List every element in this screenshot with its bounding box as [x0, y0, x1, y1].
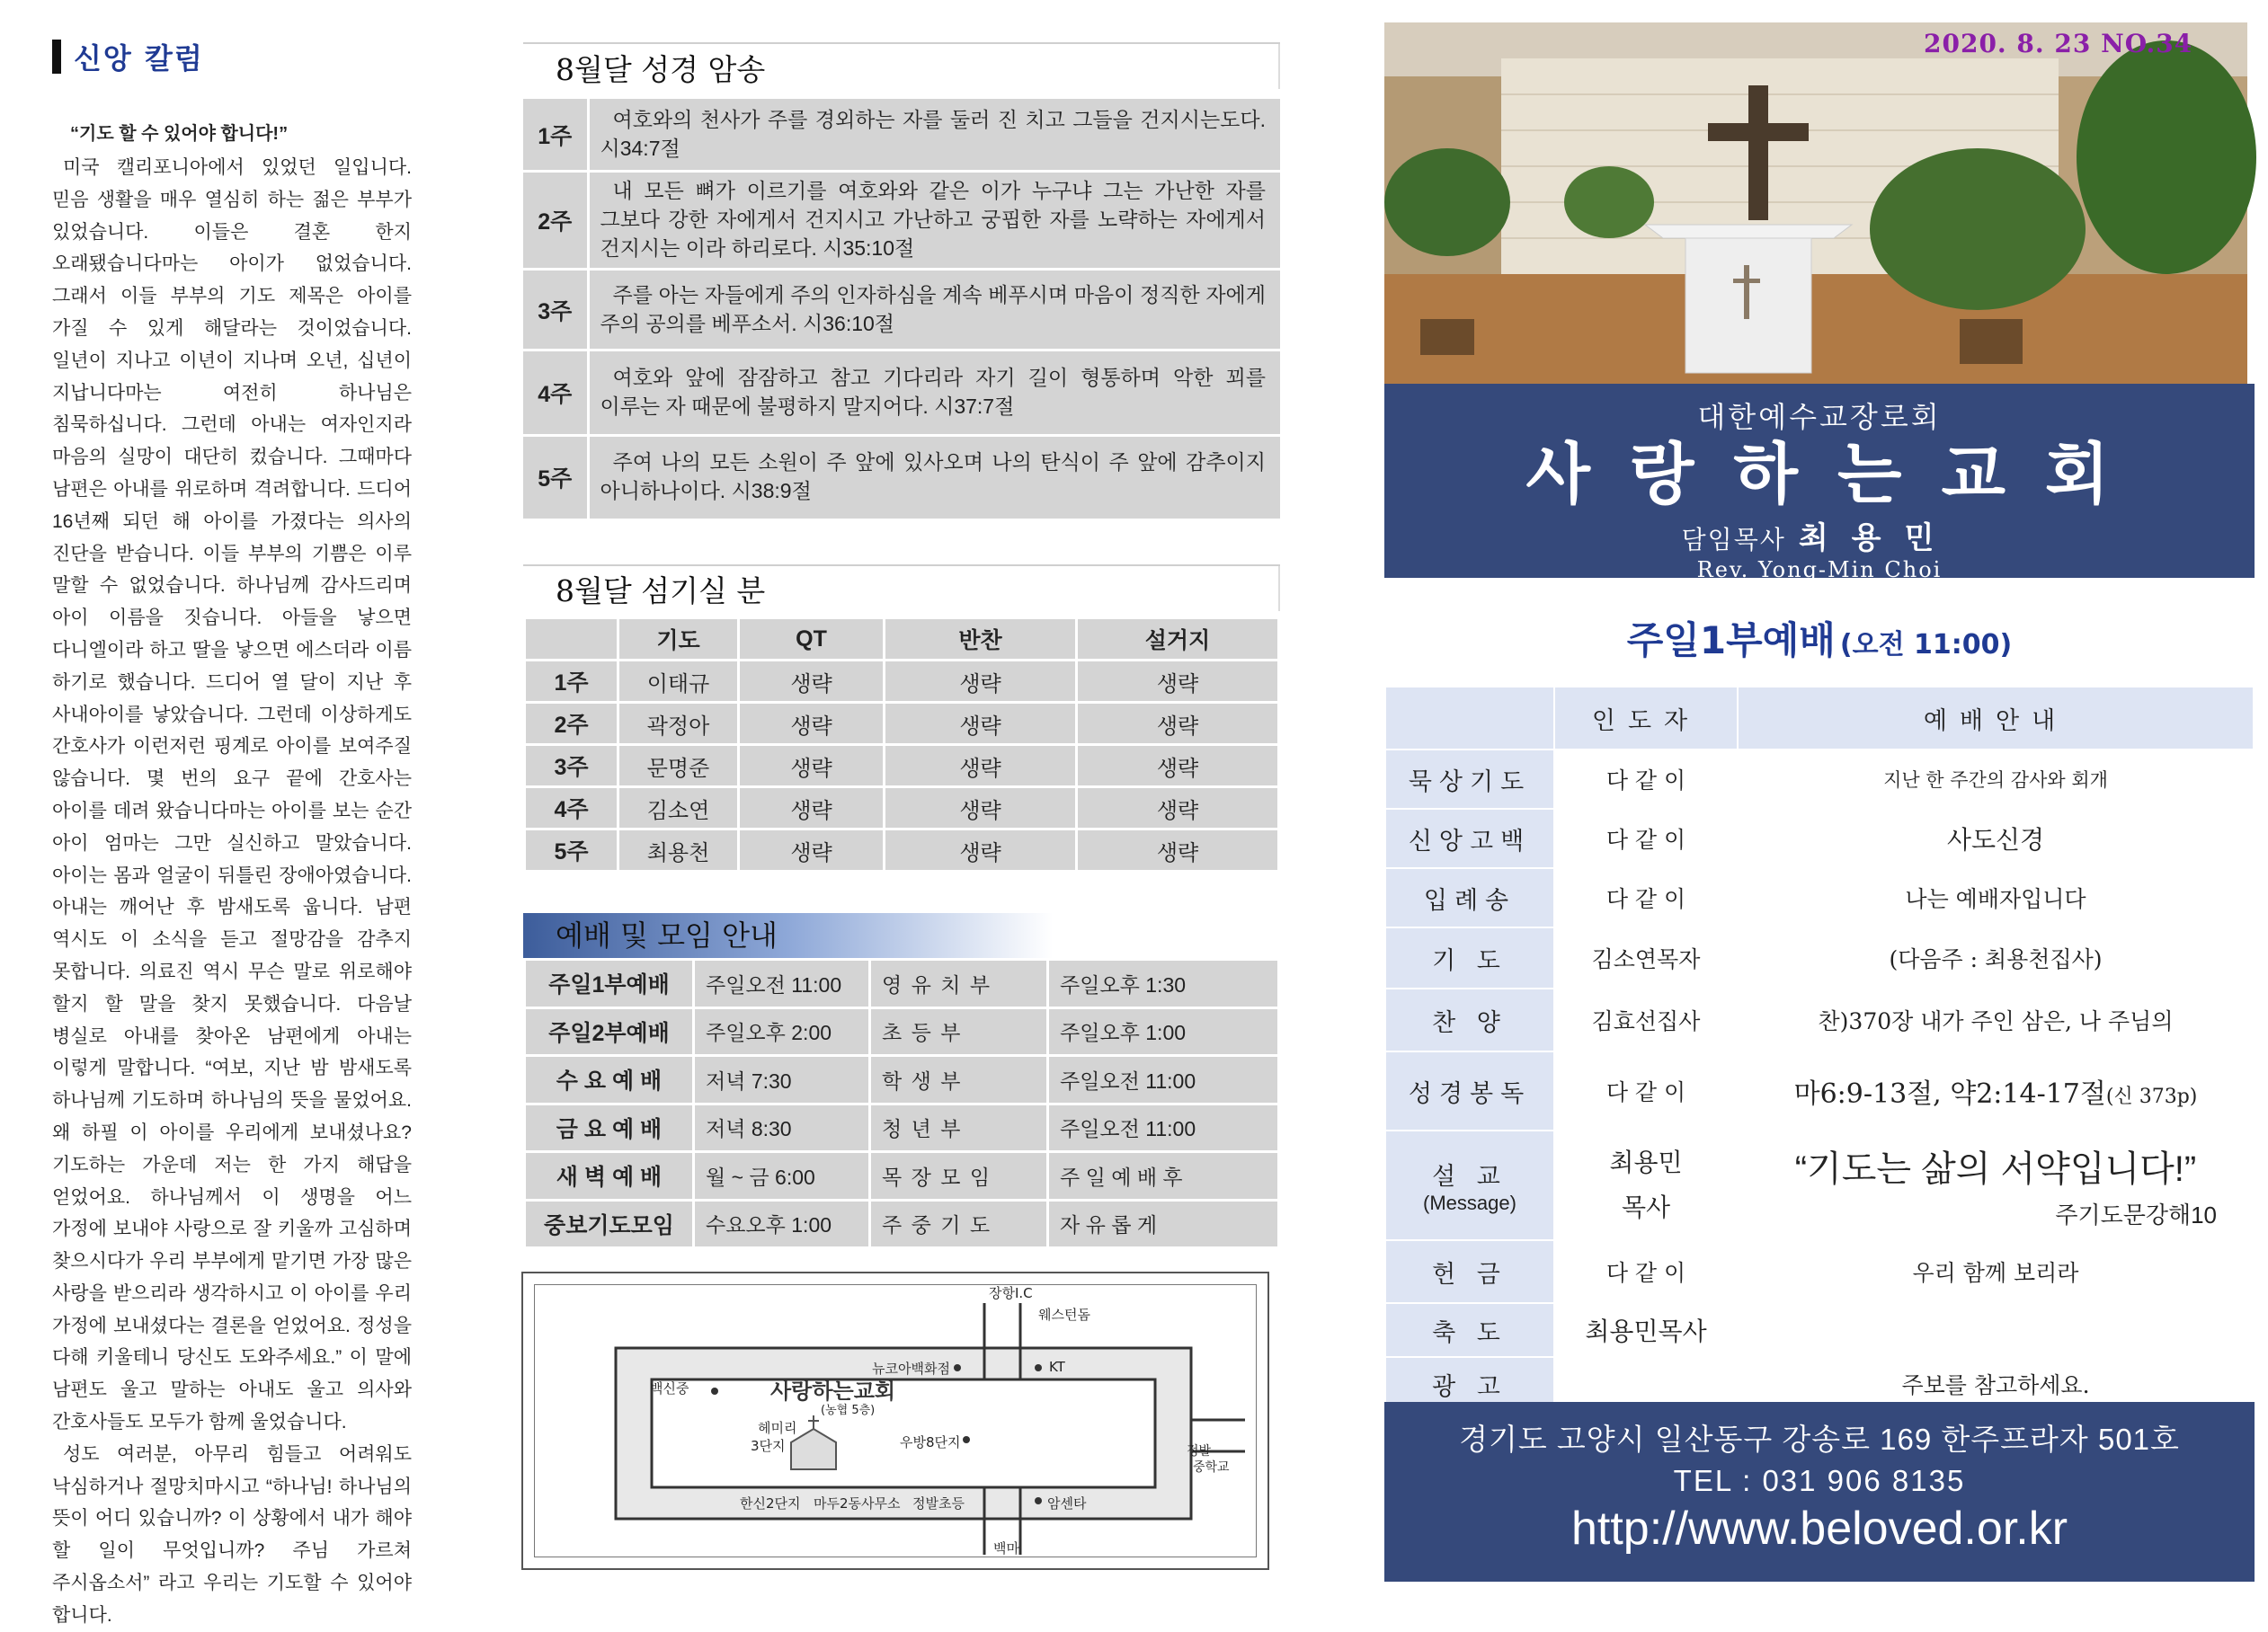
- column-quote: “기도 할 수 있어야 합니다!”: [70, 124, 289, 144]
- table-row: [525, 1007, 1279, 1056]
- table-header-row: [525, 618, 1279, 661]
- title-rule: [1278, 566, 1280, 611]
- preacher-name: 최용민: [1609, 1149, 1683, 1176]
- order-item: 성경봉독: [1385, 1051, 1554, 1131]
- order-item: 찬 양: [1385, 989, 1554, 1051]
- pastor-title: 담임목사: [1681, 525, 1786, 554]
- table-cell: 생략: [885, 829, 1077, 872]
- header-cell: 예배안내: [1738, 687, 2254, 749]
- service-name: 초 등 부: [870, 1007, 1048, 1056]
- column-body: [52, 152, 412, 1632]
- week-cell: 3주: [523, 270, 588, 350]
- table-row: [1385, 927, 2254, 989]
- map-label: 백마: [993, 1540, 1019, 1557]
- order-item: 광 고: [1385, 1357, 1554, 1411]
- table-row: [525, 703, 1279, 745]
- location-map: [521, 1272, 1269, 1570]
- order-item: 신앙고백: [1385, 809, 1554, 868]
- heading-bar: [52, 40, 61, 74]
- service-time: 주일오전 11:00: [694, 960, 870, 1008]
- verse-cell: 여호와 앞에 잠잠하고 참고 기다리라 자기 길이 형통하며 악한 꾀를 이루는 자 때문에 불평하지 말지어다. 시37:7절: [588, 350, 1280, 436]
- order-item: 기 도: [1385, 927, 1554, 989]
- order-guide: [1738, 1303, 2254, 1357]
- map-label: 뉴코아백화점: [872, 1361, 950, 1377]
- table-cell: 이태규: [618, 661, 739, 703]
- serving-title: [523, 564, 1280, 616]
- church-banner: [1384, 384, 2255, 582]
- column-paragraph: 성도 여러분, 아무리 힘들고 어려워도 낙심하거나 절망치마시고 “하나님! 하나님의 뜻이 어디 있습니까? 이 상황에서 내가 해야 할 일이 무엇입니까? 주님 가르쳐 주시옵소서” 라고 우리는 기도할 수 있어야 합니다.: [52, 1443, 412, 1626]
- week-cell: 4주: [523, 350, 588, 436]
- map-frame: [534, 1284, 1257, 1557]
- serving-title-text: 8월달 섬기실 분: [556, 573, 766, 608]
- header-cell: [525, 618, 618, 661]
- map-label: 장항I.C: [989, 1285, 1033, 1301]
- scripture-page: (신 373p): [2105, 1086, 2198, 1108]
- order-leader: 다 같 이: [1554, 868, 1738, 927]
- map-label: 한신2단지: [740, 1495, 801, 1512]
- table-row: [1385, 1051, 2254, 1131]
- service-time: 수요오후 1:00: [694, 1200, 870, 1248]
- map-label: 우방8단지: [900, 1434, 961, 1450]
- table-cell: 생략: [739, 661, 885, 703]
- order-guide: 나는 예배자입니다: [1738, 868, 2254, 927]
- worship-title-text: 주일1부예배: [1626, 618, 1836, 662]
- header-cell: 기도: [618, 618, 739, 661]
- table-row: [523, 98, 1280, 172]
- table-cell: 생략: [885, 787, 1077, 829]
- order-item-sub: (Message): [1423, 1191, 1516, 1214]
- header-cell: QT: [739, 618, 885, 661]
- table-cell: 생략: [1077, 703, 1279, 745]
- table-row: [523, 270, 1280, 350]
- table-row: [523, 350, 1280, 436]
- table-cell: 생략: [885, 703, 1077, 745]
- service-time: 주 일 예 배 후: [1048, 1152, 1279, 1201]
- week-cell: 1주: [523, 98, 588, 172]
- week-cell: 2주: [525, 703, 618, 745]
- service-time: 주일오후 1:30: [1048, 960, 1279, 1008]
- church-footer: [1384, 1402, 2255, 1582]
- map-label: 중학교: [1193, 1460, 1230, 1475]
- table-cell: 생략: [1077, 745, 1279, 787]
- worship-title: [1384, 611, 2255, 665]
- map-label: 웨스턴돔: [1038, 1307, 1090, 1323]
- header-cell: 인도자: [1554, 687, 1738, 749]
- map-label: 마두2동사무소: [814, 1495, 901, 1512]
- service-name: 목 장 모 임: [870, 1152, 1048, 1201]
- table-row: [525, 745, 1279, 787]
- photo-illustration: [1384, 22, 2247, 384]
- church-name: 사랑하는교회: [1525, 436, 2149, 513]
- table-row: [1385, 989, 2254, 1051]
- issue-date: 2020. 8. 23 NO.34: [1924, 29, 2193, 58]
- service-name: 주일2부예배: [525, 1007, 694, 1056]
- map-label: 3단지: [751, 1438, 786, 1454]
- table-row: [525, 787, 1279, 829]
- services-table: [523, 958, 1280, 1249]
- table-row: [525, 1200, 1279, 1248]
- order-leader: 다 같 이: [1554, 809, 1738, 868]
- order-leader: 다 같 이: [1554, 749, 1738, 809]
- order-leader: 김효선집사: [1554, 989, 1738, 1051]
- map-label: 정발초등: [912, 1495, 965, 1512]
- order-item-label: 설 교: [1432, 1162, 1508, 1190]
- service-time: 저녁 7:30: [694, 1056, 870, 1104]
- order-guide: 우리 함께 보리라: [1738, 1240, 2254, 1303]
- worship-order-table: [1384, 686, 2255, 1412]
- table-row: [1385, 1131, 2254, 1240]
- service-name: 중보기도모임: [525, 1200, 694, 1248]
- table-cell: 최용천: [618, 829, 739, 872]
- order-guide: 지난 한 주간의 감사와 회개: [1738, 749, 2254, 809]
- map-label: (농협 5층): [821, 1404, 876, 1417]
- verse-cell: 내 모든 뼈가 이르기를 여호와와 같은 이가 누구냐 그는 가난한 자를 그보다 강한 자에게서 건지시고 가난하고 궁핍한 자를 노략하는 자에게서 건지시는 이라 하리로다. 시35:10절: [588, 172, 1280, 270]
- week-cell: 3주: [525, 745, 618, 787]
- header-cell: [1385, 687, 1554, 749]
- church-phone: TEL : 031 906 8135: [1673, 1464, 1966, 1497]
- service-time: 월 ~ 금 6:00: [694, 1152, 870, 1201]
- table-row: [525, 1104, 1279, 1152]
- service-name: 금 요 예 배: [525, 1104, 694, 1152]
- service-time: 자 유 롭 게: [1048, 1200, 1279, 1248]
- verse-cell: 주여 나의 모든 소원이 주 앞에 있사오며 나의 탄식이 주 앞에 감추이지 아니하나이다. 시38:9절: [588, 436, 1280, 519]
- title-rule: [1278, 44, 1280, 89]
- table-row: [1385, 809, 2254, 868]
- service-name: 수 요 예 배: [525, 1056, 694, 1104]
- church-website-link[interactable]: http://www.beloved.or.kr: [1570, 1503, 2068, 1555]
- verses-title: [523, 42, 1280, 96]
- serving-table: [523, 616, 1280, 873]
- table-row: [1385, 1240, 2254, 1303]
- table-row: [523, 436, 1280, 519]
- verse-cell: 여호와의 천사가 주를 경외하는 자를 둘러 진 치고 그들을 건지시는도다. 시34:7절: [588, 98, 1280, 172]
- order-leader: 김소연목자: [1554, 927, 1738, 989]
- table-row: [1385, 1303, 2254, 1357]
- table-row: [525, 960, 1279, 1008]
- sanctuary-photo: [1384, 22, 2247, 384]
- service-time: 주일오전 11:00: [1048, 1104, 1279, 1152]
- map-label: KT: [1049, 1359, 1065, 1375]
- order-guide: [1738, 1051, 2254, 1131]
- table-cell: 생략: [1077, 787, 1279, 829]
- table-header-row: [1385, 687, 2254, 749]
- service-name: 주일1부예배: [525, 960, 694, 1008]
- map-church-label: 사랑하는교회: [770, 1379, 896, 1404]
- service-time: 저녁 8:30: [694, 1104, 870, 1152]
- preacher-title: 목사: [1621, 1193, 1671, 1221]
- table-cell: 생략: [1077, 829, 1279, 872]
- table-cell: 생략: [1077, 661, 1279, 703]
- table-cell: 생략: [739, 703, 885, 745]
- table-cell: 생략: [739, 745, 885, 787]
- order-item: 헌 금: [1385, 1240, 1554, 1303]
- table-cell: 생략: [885, 745, 1077, 787]
- week-cell: 4주: [525, 787, 618, 829]
- faith-column: [52, 36, 412, 1632]
- order-leader: 다 같 이: [1554, 1051, 1738, 1131]
- table-cell: 생략: [885, 661, 1077, 703]
- week-cell: 2주: [523, 172, 588, 270]
- order-guide: 사도신경: [1738, 809, 2254, 868]
- pastor-name: 최용민: [1798, 520, 1958, 556]
- church-address: 경기도 고양시 일산동구 강송로 169 한주프라자 501호: [1459, 1423, 2180, 1456]
- map-label: 백신중: [650, 1380, 689, 1397]
- service-time: 주일오후 1:00: [1048, 1007, 1279, 1056]
- pastor-line: [1384, 513, 2255, 557]
- column-paragraph: 미국 캘리포니아에서 있었던 일입니다. 믿음 생활을 매우 열심히 하는 젊은 부부가 있었습니다. 이들은 결혼 한지 오래됐습니다마는 아이가 없었습니다. 그래서 이들 부부의 기도 제목은 아이를 가질 수 있게 해달라는 것이었습니다. 일년이 지나고 이년이 지나며 오년, 십년이 지납니다마는 여전히 하나님은 침묵하십니다. 그런데 아내는 여자인지라 마음의 실망이 대단히 컸습니다. 그때마다 남편은 아내를 위로하며 격려합니다. 드디어 16년째 되던 해 아이를 가졌다는 의사의 진단을 받습니다. 이들 부부의 기쁨은 이루 말할 수 없었습니다. 하나님께 감사드리며 아이 이름을 짓습니다. 아들을 낳으면 다니엘이라 하고 딸을 낳으면 에스더라 이름 하기로 했습니다. 드디어 열 달이 지난 후 사내아이를 낳았습니다. 그런데 이상하게도 간호사가 이런저런 핑계로 아이를 보여주질 않습니다. 몇 번의 요구 끝에 간호사는 아이를 데려 왔습니다마는 아이를 보는 순간 아이 엄마는 그만 실신하고 말았습니다. 아이는 몸과 얼굴이 뒤틀린 장애아였습니다. 아내는 깨어난 후 밤새도록 웁니다. 남편 역시도 이 소식을 듣고 절망감을 감추지 못합니다. 의료진 역시 무슨 말로 위로해야 할지 할 말을 찾지 못했습니다. 다음날 병실로 아내를 찾아온 남편에게 아내는 이렇게 말합니다. “여보, 지난 밤 밤새도록 하나님께 기도하며 하나님의 뜻을 물었어요. 왜 하필 이 아이를 우리에게 보내셨나요? 기도하는 가운데 저는 한 가지 해답을 얻었어요. 하나님께서 이 생명을 어느 가정에 보내야 사랑으로 잘 키울까 고심하며 찾으시다가 우리 부부에게 맡기면 가장 많은 사랑을 받으리라 생각하시고 이 아이를 우리 가정에 보내셨다는 결론을 얻었어요. 정성을 다해 키울테니 당신도 도와주세요.” 이 말에 남편도 울고 말하는 아내도 울고 의사와 간호사들도 모두가 함께 울었습니다.: [52, 157, 412, 1433]
- table-row: [1385, 868, 2254, 927]
- service-name: 청 년 부: [870, 1104, 1048, 1152]
- table-row: [525, 829, 1279, 872]
- service-name: 학 생 부: [870, 1056, 1048, 1104]
- order-item: 입례송: [1385, 868, 1554, 927]
- order-guide: [1738, 1131, 2254, 1240]
- week-cell: 1주: [525, 661, 618, 703]
- service-time: 주일오전 11:00: [1048, 1056, 1279, 1104]
- table-cell: 김소연: [618, 787, 739, 829]
- table-row: [525, 1056, 1279, 1104]
- sermon-title: “기도는 삶의 서약입니다!”: [1794, 1149, 2197, 1189]
- service-time: 주일오후 2:00: [694, 1007, 870, 1056]
- order-item: 묵상기도: [1385, 749, 1554, 809]
- services-title: 예배 및 모임 안내: [523, 913, 1280, 958]
- order-guide: 주보를 참고하세요.: [1738, 1357, 2254, 1411]
- order-leader: [1554, 1131, 1738, 1240]
- service-name: 새 벽 예 배: [525, 1152, 694, 1201]
- table-row: [1385, 749, 2254, 809]
- verse-cell: 주를 아는 자들에게 주의 인자하심을 계속 베푸시며 마음이 정직한 자에게 주의 공의를 베푸소서. 시36:10절: [588, 270, 1280, 350]
- table-cell: 생략: [739, 829, 885, 872]
- pastor-english-name: Rev. Yong-Min Choi: [1696, 557, 1943, 582]
- map-label: 암센타: [1047, 1495, 1087, 1512]
- order-guide: 찬)370장 내가 주인 삼은, 나 주님의: [1738, 989, 2254, 1051]
- worship-time: (오전 11:00): [1839, 629, 2013, 661]
- header-cell: 설거지: [1077, 618, 1279, 661]
- table-cell: 문명준: [618, 745, 739, 787]
- scripture-reading: 마6:9-13절, 약2:14-17절: [1793, 1078, 2106, 1110]
- denomination: 대한예수교장로회: [1697, 400, 1942, 434]
- column-heading: [52, 36, 412, 77]
- map-roads: [535, 1285, 1259, 1560]
- table-cell: 생략: [739, 787, 885, 829]
- service-name: 주 중 기 도: [870, 1200, 1048, 1248]
- order-guide: (다음주 : 최용천집사): [1738, 927, 2254, 989]
- header-cell: 반찬: [885, 618, 1077, 661]
- table-row: [523, 172, 1280, 270]
- sermon-series: 주기도문강해10: [2055, 1202, 2217, 1228]
- verses-table: [523, 96, 1280, 519]
- table-row: [525, 661, 1279, 703]
- week-cell: 5주: [523, 436, 588, 519]
- week-cell: 5주: [525, 829, 618, 872]
- order-item: [1385, 1131, 1554, 1240]
- service-name: 영 유 치 부: [870, 960, 1048, 1008]
- table-row: [525, 1152, 1279, 1201]
- verses-title-text: 8월달 성경 암송: [556, 52, 766, 87]
- table-cell: 곽정아: [618, 703, 739, 745]
- map-label: 헤미리: [758, 1420, 797, 1436]
- order-leader: 최용민목사: [1554, 1303, 1738, 1357]
- column-title: 신앙 칼럼: [74, 41, 204, 75]
- order-item: 축 도: [1385, 1303, 1554, 1357]
- order-leader: 다 같 이: [1554, 1240, 1738, 1303]
- map-label: 정발: [1187, 1444, 1212, 1459]
